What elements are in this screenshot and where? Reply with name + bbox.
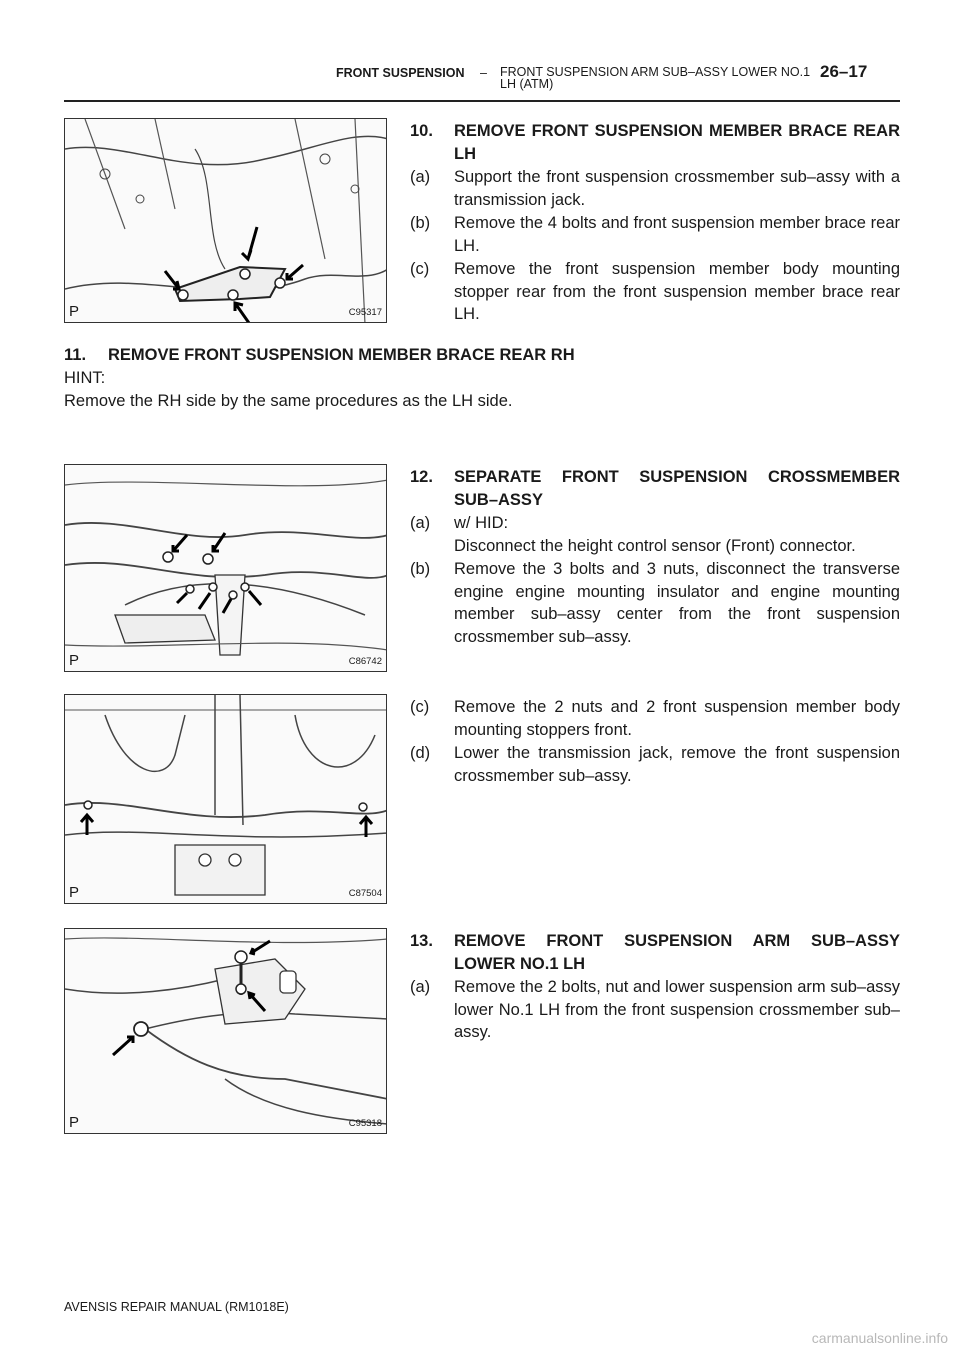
step-12d-label: (d) [410,744,431,762]
figure-code: C86742 [348,656,382,667]
brace-illustration [65,119,387,323]
step-10a-text: Support the front suspension crossmember sub–assy with a transmission jack. [454,168,900,209]
step-13-number: 13. [410,932,433,950]
step-10b-label: (b) [410,214,431,232]
step-12b-label: (b) [410,560,431,578]
step-13a-text: Remove the 2 bolts, nut and lower suspension arm sub–assy lower No.1 LH from the front suspension crossmember sub–assy. [454,978,900,1041]
figure-mounting-stoppers [64,694,387,904]
hint-label: HINT: [64,369,106,387]
step-13 [410,930,900,1050]
figure-p-mark: P [69,652,80,669]
step-12a-text: Disconnect the height control sensor (Front) connector. [454,537,856,555]
header-dash: – [480,66,487,80]
footer-manual-id: AVENSIS REPAIR MANUAL (RM1018E) [64,1300,289,1314]
step-13a-label: (a) [410,978,431,996]
step-10c-label: (c) [410,260,430,278]
figure-code: C87504 [348,888,382,899]
step-13-title: REMOVE FRONT SUSPENSION ARM SUB–ASSY LOWER NO.1 LH [454,932,900,973]
step-10-title: REMOVE FRONT SUSPENSION MEMBER BRACE REAR LH [454,122,900,163]
header-section-title: FRONT SUSPENSION [336,66,465,80]
step-10a-label: (a) [410,168,431,186]
watermark: carmanualsonline.info [811,1330,948,1346]
hint-text: Remove the RH side by the same procedures as the LH side. [64,392,513,410]
figure-lower-arm [64,928,387,1134]
step-10b-text: Remove the 4 bolts and front suspension member brace rear LH. [454,214,900,255]
figure-p-mark: P [69,303,80,320]
step-12-continued [410,742,900,792]
step-11 [64,344,900,416]
step-10 [410,120,900,323]
step-12b-text: Remove the 3 bolts and 3 nuts, disconnect the transverse engine engine mounting insulator and engine mounting member sub–assy center from the front suspension crossmember sub–assy. [454,560,900,646]
step-12a-condition: w/ HID: [454,514,509,532]
step-12c-label: (c) [410,698,430,716]
step-10-number: 10. [410,122,433,140]
page-number: 26–17 [820,62,868,81]
step-10c-text: Remove the front suspension member body mounting stopper rear from the front suspension member brace rear LH. [454,260,900,323]
step-12-number: 12. [410,468,433,486]
crossmember-illustration [65,465,387,672]
header-subtitle: FRONT SUSPENSION ARM SUB–ASSY LOWER NO.1 LH (ATM) [500,65,811,91]
lower-arm-illustration [65,929,387,1134]
stoppers-illustration [65,695,387,904]
figure-code: C95317 [348,307,382,318]
step-12-title: SEPARATE FRONT SUSPENSION CROSSMEMBER SUB–ASSY [454,468,900,509]
figure-crossmember [64,464,387,672]
step-12 [410,466,900,766]
figure-p-mark: P [69,884,80,901]
figure-code: C95318 [348,1118,382,1129]
step-11-title: REMOVE FRONT SUSPENSION MEMBER BRACE REAR RH [108,346,575,364]
figure-brace-rear-lh [64,118,387,323]
step-12d-text: Lower the transmission jack, remove the front suspension crossmember sub–assy. [454,744,900,785]
step-11-number: 11. [64,346,87,364]
step-12c-text: Remove the 2 nuts and 2 front suspension member body mounting stoppers front. [454,698,900,739]
step-12a-label: (a) [410,514,431,532]
header-rule [64,100,900,102]
figure-p-mark: P [69,1114,80,1131]
